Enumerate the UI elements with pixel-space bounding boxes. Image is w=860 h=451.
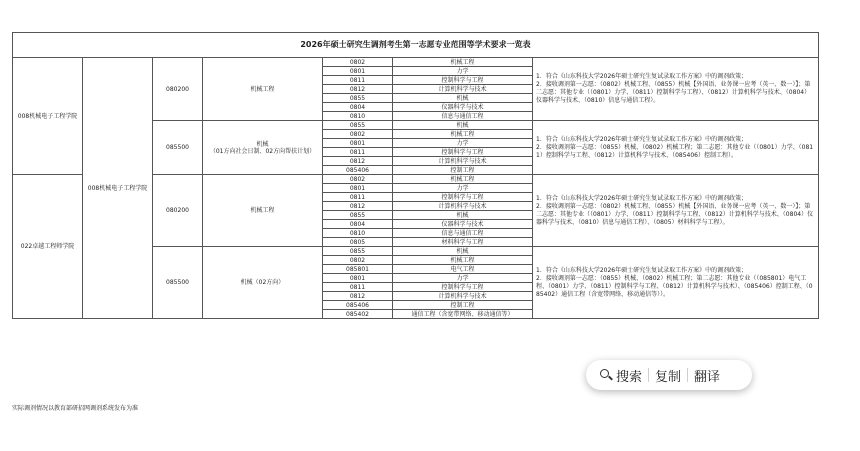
accepted-major-name: 控制科学与工程 <box>393 283 533 292</box>
accepted-major-name: 力学 <box>393 184 533 193</box>
accepted-major-name: 仪器科学与技术 <box>393 103 533 112</box>
search-icon <box>600 369 612 381</box>
accepted-major-code: 0812 <box>323 85 393 94</box>
accepted-major-name: 控制科学与工程 <box>393 148 533 157</box>
accepted-major-name: 机械工程 <box>393 58 533 67</box>
accepted-major-code: 0801 <box>323 67 393 76</box>
college-cell: 008机械电子工程学院 <box>13 58 83 175</box>
accepted-major-code: 0805 <box>323 238 393 247</box>
accepted-major-code: 0802 <box>323 130 393 139</box>
translate-label: 翻译 <box>694 369 721 385</box>
requirement-cell: 1．符合《山东科技大学2026年硕士研究生复试录取工作方案》中的调剂政策； 2．接收调剂第一志愿：（0855）机械、（0802）机械工程；第二志愿：其他专业（（085801）电气工程、（0801）力学、（0811）控制科学与工程、（0812）计算机科学与技术）、（085406）控制工程、（085402）通信工程（含宽带网络、移动通信等））。 <box>533 247 819 319</box>
accepted-major-code: 0801 <box>323 274 393 283</box>
accepted-major-name: 力学 <box>393 274 533 283</box>
requirement-cell: 1．符合《山东科技大学2026年硕士研究生复试录取工作方案》中的调剂政策； 2．接收调剂第一志愿：（0855）机械、（0802）机械工程；第二志愿：其他专业（（0801）力学、（0811）控制科学与工程、（0812）计算机科学与技术、（085406）控制工程）。 <box>533 121 819 175</box>
accepted-major-code: 0855 <box>323 211 393 220</box>
search-button[interactable] <box>594 366 648 385</box>
accepted-major-code: 0802 <box>323 175 393 184</box>
accepted-major-code: 0812 <box>323 292 393 301</box>
accepted-major-code: 0804 <box>323 103 393 112</box>
table-title: 2026年硕士研究生调剂考生第一志愿专业范围等学术要求一览表 <box>13 33 819 58</box>
accepted-major-code: 0855 <box>323 94 393 103</box>
accepted-major-code: 0801 <box>323 139 393 148</box>
accepted-major-name: 计算机科学与技术 <box>393 157 533 166</box>
accepted-major-name: 控制科学与工程 <box>393 76 533 85</box>
accepted-major-name: 力学 <box>393 67 533 76</box>
major-code-cell: 085500 <box>153 247 203 319</box>
accepted-major-code: 085406 <box>323 301 393 310</box>
accepted-major-name: 机械 <box>393 121 533 130</box>
accepted-major-name: 控制科学与工程 <box>393 193 533 202</box>
major-name-cell: 机械工程 <box>203 175 323 247</box>
accepted-major-name: 材料科学与工程 <box>393 238 533 247</box>
accepted-major-name: 机械 <box>393 247 533 256</box>
requirement-cell: 1．符合《山东科技大学2026年硕士研究生复试录取工作方案》中的调剂政策； 2．接收调剂第一志愿：（0802）机械工程、（0855）机械【外国语、业务课一应考（英一、数一）】；第二志愿：其他专业（（0801）力学、（0811）控制科学与工程）、（0812）计算机科学与技术、（0804）仪器科学与技术、（0810）信息与通信工程）。 <box>533 58 819 121</box>
accepted-major-code: 0855 <box>323 247 393 256</box>
accepted-major-code: 0812 <box>323 157 393 166</box>
accepted-major-name: 机械 <box>393 94 533 103</box>
accepted-major-name: 机械工程 <box>393 256 533 265</box>
accepted-major-name: 力学 <box>393 139 533 148</box>
translate-button[interactable] <box>688 366 726 385</box>
accepted-major-name: 信息与通信工程 <box>393 229 533 238</box>
requirement-cell: 1．符合《山东科技大学2026年硕士研究生复试录取工作方案》中的调剂政策； 2．接收调剂第一志愿：（0802）机械工程、（0855）机械【外国语、业务课一应考（英一、数一）】；第二志愿：其他专业（（0801）力学、（0811）控制科学与工程、（0812）计算机科学与技术、（0804）仪器科学与技术、（0810）信息与通信工程）、（0805）材料科学与工程）。 <box>533 175 819 247</box>
accepted-major-name: 计算机科学与技术 <box>393 292 533 301</box>
accepted-major-code: 0810 <box>323 229 393 238</box>
major-name-cell: 机械工程 <box>203 58 323 121</box>
search-label: 搜索 <box>616 369 643 385</box>
accepted-major-code: 085801 <box>323 265 393 274</box>
accepted-major-name: 仪器科学与技术 <box>393 220 533 229</box>
table-row <box>13 58 819 67</box>
college-cell: 022卓越工程师学院 <box>13 175 83 319</box>
accepted-major-code: 0810 <box>323 112 393 121</box>
major-code-cell: 085500 <box>153 121 203 175</box>
major-name-cell: 机械（02方向） <box>203 247 323 319</box>
accepted-major-code: 0802 <box>323 256 393 265</box>
copy-label: 复制 <box>655 369 682 385</box>
accepted-major-name: 机械工程 <box>393 175 533 184</box>
accepted-major-name: 信息与通信工程 <box>393 112 533 121</box>
major-code-cell: 080200 <box>153 58 203 121</box>
accepted-major-code: 0811 <box>323 283 393 292</box>
accepted-major-name: 控制工程 <box>393 166 533 175</box>
accepted-major-code: 0801 <box>323 184 393 193</box>
accepted-major-code: 0855 <box>323 121 393 130</box>
major-code-cell: 080200 <box>153 175 203 247</box>
accepted-major-code: 0811 <box>323 148 393 157</box>
adjust-unit-cell: 008机械电子工程学院 <box>83 58 153 319</box>
accepted-major-code: 0804 <box>323 220 393 229</box>
accepted-major-name: 机械 <box>393 211 533 220</box>
copy-button[interactable] <box>649 366 687 385</box>
accepted-major-code: 085406 <box>323 166 393 175</box>
major-name-cell: 机械 （01方向社会日制、02方向帮扶计划） <box>203 121 323 175</box>
footnote: 实际调剂情况以教育部研招网调剂系统发布为准 <box>12 405 139 412</box>
accepted-major-code: 085402 <box>323 310 393 319</box>
accepted-major-name: 控制工程 <box>393 301 533 310</box>
text-selection-popup <box>586 360 752 390</box>
accepted-major-code: 0811 <box>323 193 393 202</box>
accepted-major-name: 机械工程 <box>393 130 533 139</box>
accepted-major-name: 通信工程（含宽带网络、移动通信等） <box>393 310 533 319</box>
accepted-major-code: 0811 <box>323 76 393 85</box>
accepted-major-code: 0812 <box>323 202 393 211</box>
accepted-major-name: 计算机科学与技术 <box>393 85 533 94</box>
accepted-major-name: 计算机科学与技术 <box>393 202 533 211</box>
accepted-major-name: 电气工程 <box>393 265 533 274</box>
adjustment-table <box>12 32 819 319</box>
accepted-major-code: 0802 <box>323 58 393 67</box>
